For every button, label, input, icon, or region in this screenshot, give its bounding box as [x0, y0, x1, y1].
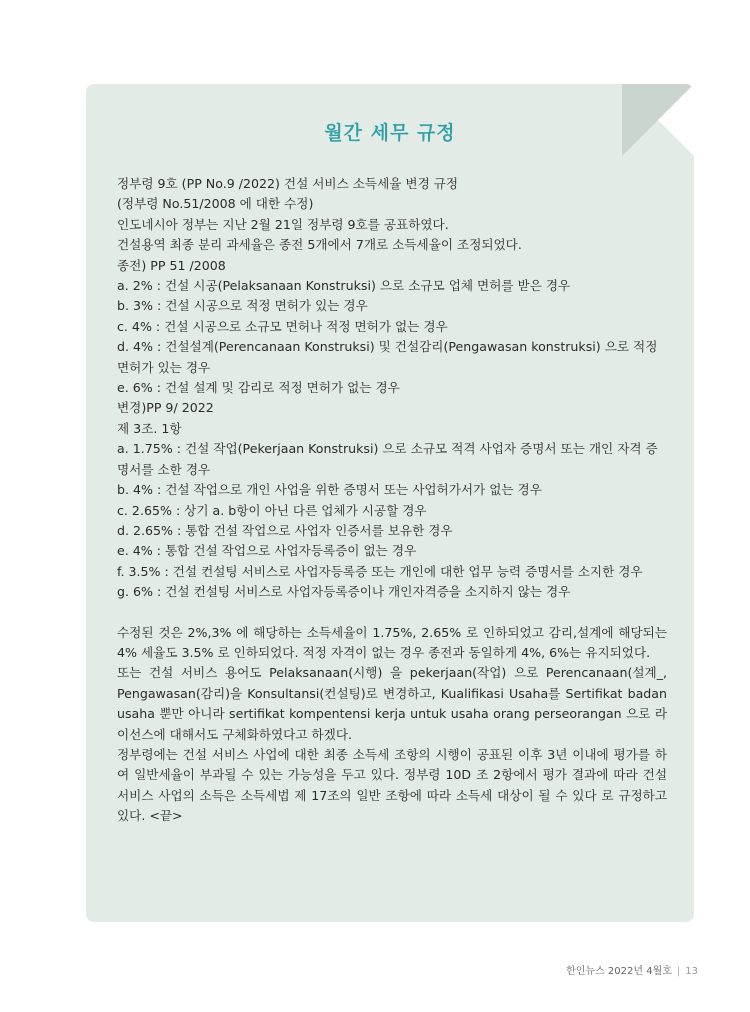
new-rate-item: d. 2.65% : 통합 건설 작업으로 사업자 인증서를 보유한 경우: [117, 522, 453, 538]
article-title: 월간 세무 규정: [324, 122, 456, 144]
regulation-subheading: (정부령 No.51/2008 에 대한 수정): [117, 196, 314, 212]
article-panel: [86, 84, 694, 922]
old-rate-item: e. 6% : 건설 설계 및 감리로 적정 면허가 없는 경우: [117, 380, 400, 396]
new-rate-item: g. 6% : 건설 컨설팅 서비스로 사업자등록증이나 개인자격증을 소지하지 않는 경우: [117, 584, 571, 600]
old-rate-item: d. 4% : 건설설계(Perencanaan Konstruksi) 및 건설감리(Pengawasan konstruksi) 으로 적정 면허가 있는 경우: [117, 339, 658, 375]
terminology-paragraph: 또는 건설 서비스 용어도 Pelaksanaan(시행) 을 pekerjaan(작업) 으로 Perencanaan(설계_, Pengawasan(감리)을 Konsultansi(컨설팅)로 변경하고, Kualifikasi Usaha를 Sertifikat badan usaha 뿐만 아니라 sertifikat kompentensi kerja untuk usaha orang perseorangan 으로 라이선스에 대해서도 구체화하였다고 하겠다.: [117, 665, 667, 742]
old-rate-item: c. 4% : 건설 시공으로 소규모 면허나 적정 면허가 없는 경우: [117, 318, 448, 334]
regulation-heading: 정부령 9호 (PP No.9 /2022) 건설 서비스 소득세율 변경 규정: [117, 176, 459, 191]
publication-name: 한인뉴스 2022년 4월호: [566, 966, 672, 977]
summary-paragraph: 수정된 것은 2%,3% 에 해당하는 소득세율이 1.75%, 2.65% 로 인하되었고 감리,설계에 해당되는 4% 세율도 3.5% 로 인하되었다. 적정 자격이 없는 경우 종전과 동일하게 4%, 6%는 유지되었다.: [117, 624, 667, 660]
footer-separator: |: [676, 966, 681, 977]
old-rate-item: a. 2% : 건설 시공(Pelaksanaan Konstruksi) 으로 소규모 업체 면허를 받은 경우: [117, 278, 571, 294]
old-rate-item: b. 3% : 건설 시공으로 적정 면허가 있는 경우: [117, 298, 368, 314]
page-number: 13: [685, 966, 698, 977]
new-rate-item: a. 1.75% : 건설 작업(Pekerjaan Konstruksi) 으로 소규모 적격 사업자 증명서 또는 개인 자격 증명서를 소한 경우: [117, 441, 658, 477]
page-footer: [566, 962, 698, 977]
article-clause: 제 3조. 1항: [117, 420, 182, 436]
new-rate-item: e. 4% : 통합 건설 작업으로 사업자등록증이 없는 경우: [117, 543, 417, 559]
new-rate-item: c. 2.65% : 상기 a. b항이 아닌 다른 업체가 시공할 경우: [117, 502, 427, 518]
intro-line: 인도네시아 정부는 지난 2월 21일 정부령 9호를 공표하였다.: [117, 216, 449, 232]
new-rate-item: f. 3.5% : 건설 컨설팅 서비스로 사업자등록증 또는 개인에 대한 업무 능력 증명서를 소지한 경우: [117, 563, 643, 579]
old-rule-heading: 종전) PP 51 /2008: [117, 257, 226, 273]
article-body: [117, 174, 667, 827]
evaluation-paragraph: 정부령에는 건설 서비스 사업에 대한 최종 소득세 조항의 시행이 공표된 이후 3년 이내에 평가를 하여 일반세율이 부과될 수 있는 가능성을 두고 있다. 정부령 10D 조 2항에서 평가 결과에 따라 건설 서비스 사업의 소득은 소득세법 제 17조의 일반 조항에 따라 소득세 대상이 될 수 있다 로 규정하고 있다. <끝>: [117, 746, 667, 824]
intro-line: 건설용역 최종 분리 과세율은 종전 5개에서 7개로 소득세율이 조정되었다.: [117, 237, 522, 253]
new-rate-item: b. 4% : 건설 작업으로 개인 사업을 위한 증명서 또는 사업허가서가 없는 경우: [117, 482, 542, 498]
new-rule-heading: 변경)PP 9/ 2022: [117, 400, 214, 416]
